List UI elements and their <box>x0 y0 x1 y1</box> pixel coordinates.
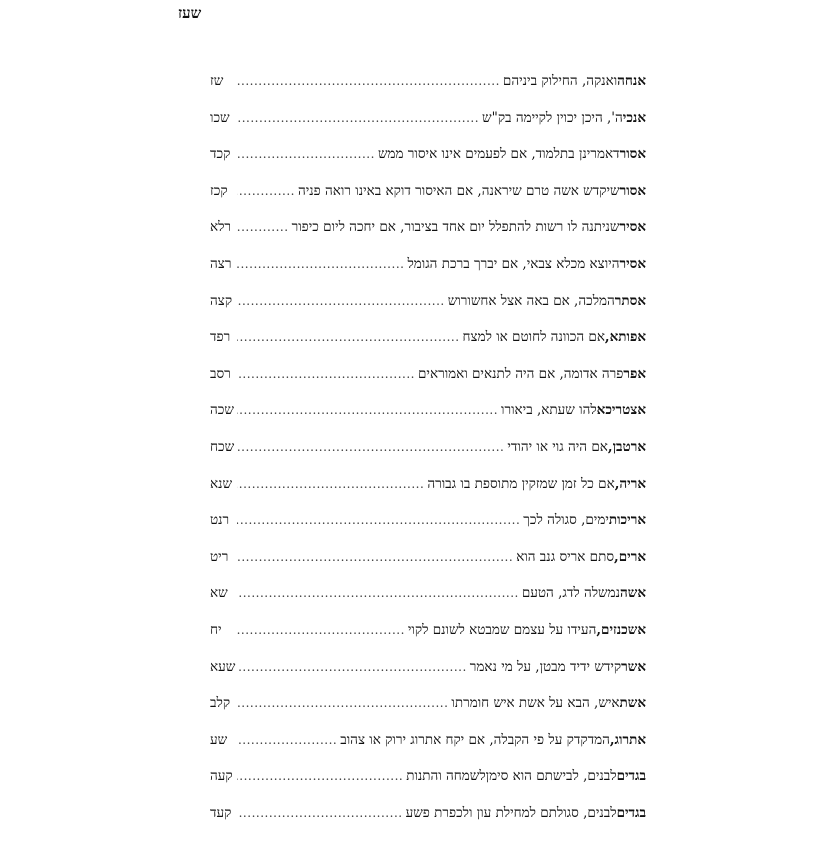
dot-leader <box>238 660 466 674</box>
index-entry <box>210 585 646 622</box>
entry-page-ref: שא <box>210 585 228 602</box>
dot-leader <box>237 330 460 344</box>
entry-term: אשר <box>621 658 646 675</box>
dot-leader <box>237 440 504 454</box>
entry-page-ref: קעה <box>210 768 233 785</box>
entry-description: שניתנה לו רשות להתפלל יום אחד בציבור, אם יחכה ליום כיפור <box>291 219 620 236</box>
entry-page-ref: שכה <box>210 402 234 419</box>
entry-page-ref: רצה <box>210 255 232 272</box>
entry-term: אשה <box>620 585 646 602</box>
dot-leader <box>237 477 424 491</box>
entry-description: המלכה, אם באה אצל אחשורוש <box>447 292 615 309</box>
dot-leader <box>237 147 375 161</box>
entry-term: אריה, <box>614 475 646 492</box>
entry-page-ref: ריט <box>210 548 229 565</box>
index-list <box>210 73 646 841</box>
entry-term: אנכי <box>622 109 646 126</box>
entry-page-ref: קצה <box>210 292 233 309</box>
dot-leader <box>237 696 448 710</box>
index-entry <box>210 219 646 256</box>
index-entry <box>210 768 646 805</box>
index-entry <box>210 73 646 110</box>
entry-description: נמשלה לדג, הטעם <box>521 585 620 602</box>
dot-leader <box>237 733 337 747</box>
index-entry <box>210 622 646 659</box>
entry-description: דאמרינן בתלמוד, אם לפעמים אינו איסור ממש <box>377 146 620 163</box>
entry-description: פרה אדומה, אם היה לתנאים ואמוראים <box>418 365 624 382</box>
dot-leader <box>237 769 403 783</box>
entry-term: ארים, <box>614 548 646 565</box>
dot-leader <box>237 586 519 600</box>
entry-description: לבנים, לבישתם הוא סימןלשמחה והתנות <box>406 768 617 785</box>
entry-description: אם הכוונה לחוטם או למצח <box>462 329 605 346</box>
dot-leader <box>237 623 405 637</box>
entry-term: אסיר <box>619 255 646 272</box>
entry-term: אשכנזים, <box>596 621 646 638</box>
entry-page-ref: קלב <box>210 695 231 712</box>
index-entry <box>210 110 646 147</box>
entry-page-ref: רנט <box>210 512 230 529</box>
entry-page-ref: שע <box>210 731 228 748</box>
index-entry <box>210 366 646 403</box>
dot-leader <box>237 513 520 527</box>
index-entry <box>210 476 646 513</box>
entry-page-ref: שעא <box>210 658 236 675</box>
index-entry <box>210 439 646 476</box>
dot-leader <box>237 74 500 88</box>
entry-page-ref: יח <box>210 621 222 638</box>
entry-description: סתם אריס גנב הוא <box>516 548 615 565</box>
index-entry <box>210 659 646 696</box>
entry-term: אשת <box>619 695 646 712</box>
entry-page-ref: שכו <box>210 109 230 126</box>
entry-term: אפותא, <box>604 329 646 346</box>
entry-page-ref: שז <box>210 73 224 89</box>
dot-leader <box>237 294 445 308</box>
entry-page-ref: קכז <box>210 182 228 199</box>
entry-page-ref: רסב <box>210 365 231 382</box>
entry-description: היוצא מכלא צבאי, אם יברך ברכת הגומל <box>407 255 620 272</box>
dot-leader <box>237 403 498 417</box>
entry-description: איש, הבא על אשת איש חומרתו <box>451 695 620 712</box>
entry-term: אנחה <box>617 73 646 89</box>
entry-term: אסיר <box>619 219 646 236</box>
dot-leader <box>237 220 289 234</box>
entry-page-ref: רלא <box>210 219 232 236</box>
index-entry <box>210 256 646 293</box>
entry-description: לבנים, סגולתם למחילת עון ולכפרת פשע <box>405 804 617 821</box>
dot-leader <box>237 184 295 198</box>
entry-term: אסור <box>619 182 646 199</box>
page-number: שעז <box>178 4 202 22</box>
entry-description: אם היה גוי או יהודי <box>507 438 608 455</box>
index-entry <box>210 512 646 549</box>
entry-description: העידו על עצמם שמבטא לשונם לקוי <box>407 621 597 638</box>
index-entry <box>210 695 646 732</box>
index-entry <box>210 183 646 220</box>
dot-leader <box>237 806 403 820</box>
entry-page-ref: שכח <box>210 438 235 455</box>
entry-term: ארטבן, <box>607 438 646 455</box>
dot-leader <box>237 367 415 381</box>
index-entry <box>210 549 646 586</box>
entry-term: אפר <box>623 365 646 382</box>
entry-description: להו שעתא, ביאורו <box>501 402 597 419</box>
entry-description: שיקדש אשה טרם שיראנה, אם האיסור דוקא באינו רואה פניה <box>297 182 620 199</box>
entry-term: אסתר <box>614 292 646 309</box>
entry-description: ואנקה, החילוק ביניהם <box>502 73 618 89</box>
entry-term: בגדים <box>616 804 646 821</box>
dot-leader <box>237 111 479 125</box>
index-entry <box>210 732 646 769</box>
entry-term: אסור <box>619 146 646 163</box>
entry-page-ref: שנא <box>210 475 233 492</box>
dot-leader <box>237 257 404 271</box>
index-entry <box>210 293 646 330</box>
index-entry <box>210 402 646 439</box>
entry-term: אצטריכא <box>596 402 646 419</box>
entry-page-ref: קעד <box>210 804 232 821</box>
entry-term: אריכות <box>608 512 646 529</box>
entry-page-ref: קכד <box>210 146 231 163</box>
entry-page-ref: רפד <box>210 329 231 346</box>
index-entry <box>210 805 646 842</box>
entry-description: קידש ידיד מבטן, על מי נאמר <box>469 658 622 675</box>
index-entry <box>210 329 646 366</box>
entry-description: אם כל זמן שמזקין מתוספת בו גבורה <box>427 475 615 492</box>
entry-description: המדקדק על פי הקבלה, אם יקח אתרוג ירוק או צהוב <box>340 731 610 748</box>
index-entry <box>210 146 646 183</box>
entry-term: אתרוג, <box>609 731 646 748</box>
entry-term: בגדים <box>616 768 646 785</box>
entry-description: ימים, סגולה לכך <box>523 512 609 529</box>
dot-leader <box>237 550 513 564</box>
entry-description: ה', היכן יכוין לקיימה בק"ש <box>482 109 623 126</box>
